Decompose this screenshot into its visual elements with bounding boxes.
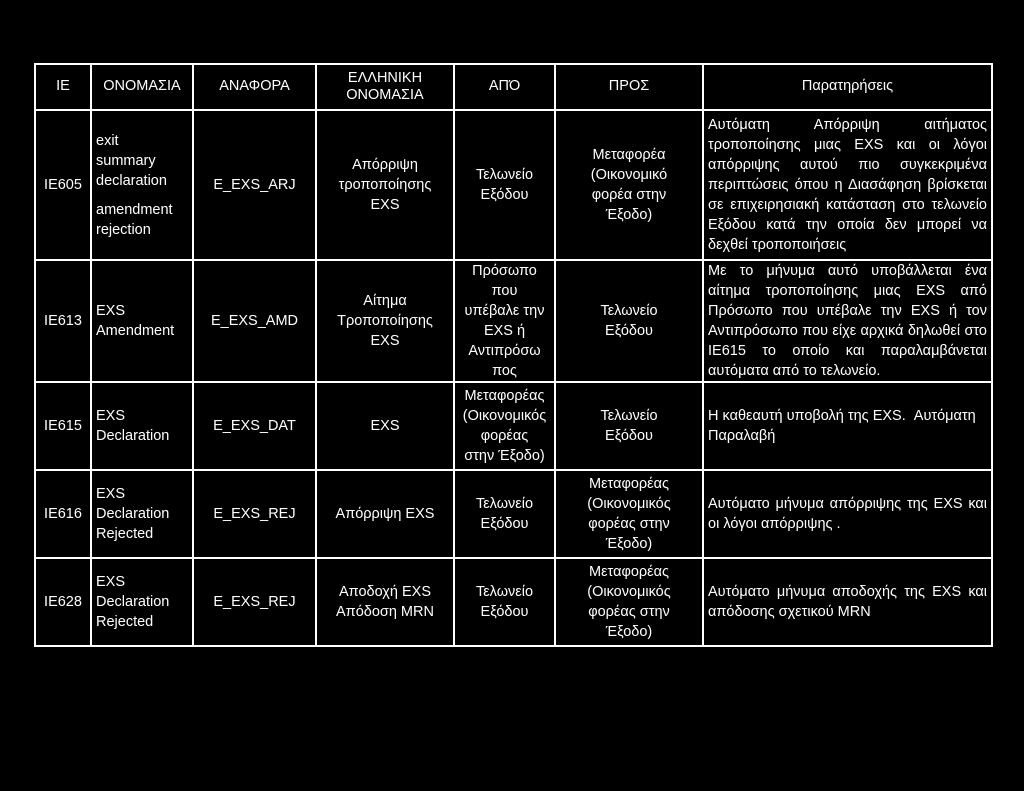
header-row [35,64,992,110]
table-row [35,382,992,470]
cell-notes: Αυτόματο μήνυμα απόρριψης της EXS και οι λόγοι απόρριψης . [703,470,992,558]
header-to: ΠΡΟΣ [555,64,703,110]
table-row [35,260,992,382]
cell-name: EXS Declaration Rejected [91,558,193,646]
cell-name [91,110,193,260]
cell-ie: IE605 [35,110,91,260]
cell-notes: Η καθεαυτή υποβολή της EXS. Αυτόματη Παραλαβή [703,382,992,470]
cell-from: Τελωνείο Εξόδου [454,558,555,646]
table-row [35,470,992,558]
cell-from: Μεταφορέας (Οικονομικός φορέας στην Έξοδο) [454,382,555,470]
cell-from: Τελωνείο Εξόδου [454,110,555,260]
cell-greek-name: Απόρριψη τροποποίησης EXS [316,110,454,260]
cell-to: Τελωνείο Εξόδου [555,382,703,470]
cell-notes: Αυτόματη Απόρριψη αιτήματος τροποποίησης μιας EXS και οι λόγοι απόρριψης αυτού πιο συγκεκριμένα περιπτώσεις όπου η Διασάφηση βρίσκεται σε επιχειρησιακή κατάσταση στο τελωνείο Εξόδου κατά την οποία δεν μπορεί να δεχθεί τροποποιήσεις [703,110,992,260]
cell-to: Μεταφορέα (Οικονομικό φορέα στην Έξοδο) [555,110,703,260]
cell-name-part: amendment rejection [96,201,173,238]
cell-name: EXS Declaration Rejected [91,470,193,558]
cell-reference: E_EXS_DAT [193,382,316,470]
table-row [35,558,992,646]
cell-name: EXS Declaration [91,382,193,470]
cell-ie: IE615 [35,382,91,470]
cell-to: Μεταφορέας (Οικονομικός φορέας στην Έξοδο) [555,558,703,646]
cell-name: EXS Amendment [91,260,193,382]
cell-greek-name: Αποδοχή EXS Απόδοση MRN [316,558,454,646]
cell-to: Μεταφορέας (Οικονομικός φορέας στην Έξοδο) [555,470,703,558]
header-from: ΑΠΌ [454,64,555,110]
table-row [35,110,992,260]
messages-table [34,63,993,647]
header-reference: ΑΝΑΦΟΡΑ [193,64,316,110]
cell-name-part: exit summary declaration [96,132,167,189]
cell-reference: E_EXS_REJ [193,470,316,558]
cell-greek-name: Απόρριψη EXS [316,470,454,558]
cell-from: Τελωνείο Εξόδου [454,470,555,558]
cell-ie: IE613 [35,260,91,382]
header-ie: IE [35,64,91,110]
header-name: ΟΝΟΜΑΣΙΑ [91,64,193,110]
cell-to: Τελωνείο Εξόδου [555,260,703,382]
cell-notes: Αυτόματο μήνυμα αποδοχής της EXS και απόδοσης σχετικού MRN [703,558,992,646]
cell-ie: IE616 [35,470,91,558]
header-greek-name: ΕΛΛΗΝΙΚΗ ΟΝΟΜΑΣΙΑ [316,64,454,110]
cell-greek-name: EXS [316,382,454,470]
cell-greek-name: Αίτημα Τροποποίησης EXS [316,260,454,382]
cell-reference: E_EXS_REJ [193,558,316,646]
cell-reference: E_EXS_ARJ [193,110,316,260]
cell-from: Πρόσωπο που υπέβαλε την EXS ή Αντιπρόσω πος [454,260,555,382]
cell-ie: IE628 [35,558,91,646]
cell-reference: E_EXS_AMD [193,260,316,382]
cell-notes: Με το μήνυμα αυτό υποβάλλεται ένα αίτημα τροποποίησης μιας EXS από Πρόσωπο που υπέβαλε την EXS ή τον Αντιπρόσωπο που είχε αρχικά δηλωθεί στο IE615 το οποίο και παραλαμβάνεται αυτόματα από το τελωνείο. [703,260,992,382]
header-notes: Παρατηρήσεις [703,64,992,110]
